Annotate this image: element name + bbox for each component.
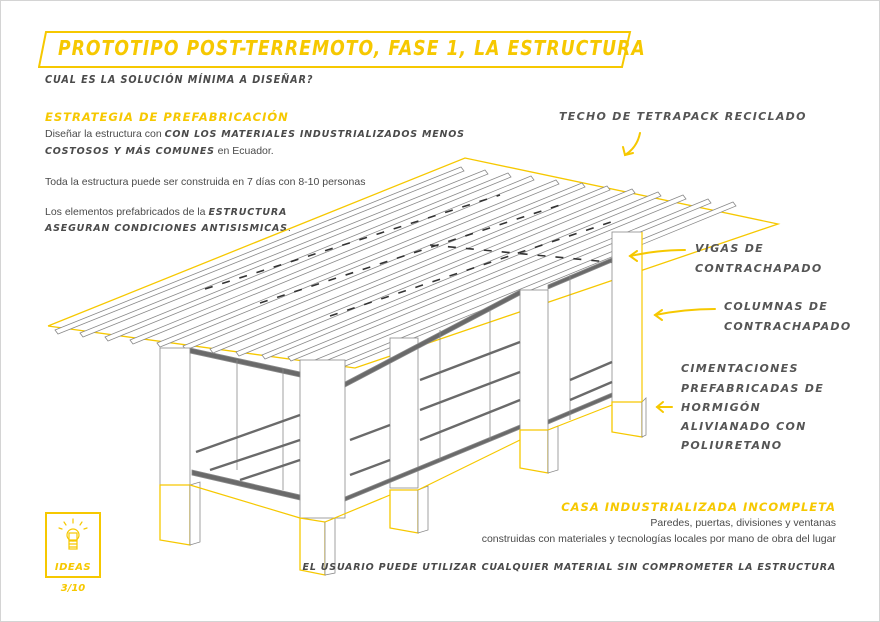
incomplete-house-line-1: Paredes, puertas, divisiones y ventanas — [650, 517, 836, 529]
incomplete-house-heading: CASA INDUSTRIALIZADA INCOMPLETA — [561, 500, 836, 514]
arrow-columns — [655, 309, 715, 315]
label-foundations-line-2: PREFABRICADAS DE — [681, 382, 825, 395]
label-columns-line-1: COLUMNAS DE — [724, 300, 829, 313]
ideas-count: 3/10 — [60, 583, 86, 594]
label-foundations-line-5: POLIURETANO — [681, 439, 783, 452]
strategy-line-4-emphasis: ESTRUCTURA — [208, 207, 288, 218]
label-foundations-line-1: CIMENTACIONES — [681, 362, 799, 375]
incomplete-house-closing: EL USUARIO PUEDE UTILIZAR CUALQUIER MATERIAL SIN COMPROMETER LA ESTRUCTURA — [302, 562, 836, 573]
strategy-line-5-suffix: . — [287, 222, 291, 234]
label-foundations-line-4: ALIVIANADO CON — [681, 420, 807, 433]
strategy-line-4-prefix: Los elementos prefabricados de la — [45, 206, 209, 218]
strategy-line-2-suffix: en Ecuador. — [214, 145, 274, 157]
label-roof: TECHO DE TETRAPACK RECICLADO — [559, 110, 807, 123]
strategy-heading: ESTRATEGIA DE PREFABRICACIÓN — [45, 110, 289, 124]
strategy-line-1-prefix: Diseñar la estructura con — [45, 128, 165, 140]
strategy-line-1-emphasis: CON LOS MATERIALES INDUSTRIALIZADOS MENOS — [164, 129, 465, 140]
arrow-roof — [625, 133, 640, 155]
strategy-line-2-emphasis: COSTOSOS Y MÁS COMUNES — [45, 146, 215, 157]
page-title: PROTOTIPO POST-TERREMOTO, FASE 1, LA ESTRUCTURA — [58, 36, 646, 60]
label-foundations-line-3: HORMIGÓN — [681, 401, 762, 414]
strategy-line-5-emphasis: ASEGURAN CONDICIONES ANTISISMICAS — [45, 223, 288, 234]
ideas-label: IDEAS — [54, 562, 92, 573]
incomplete-house-line-2: construidas con materiales y tecnologías locales por mano de obra del lugar — [481, 533, 836, 545]
lightbulb-icon — [47, 516, 99, 558]
label-beams-line-2: CONTRACHAPADO — [695, 262, 823, 275]
strategy-line-3: Toda la estructura puede ser construida en 7 días con 8-10 personas — [45, 176, 366, 188]
label-beams-line-1: VIGAS DE — [695, 242, 764, 255]
label-columns-line-2: CONTRACHAPADO — [724, 320, 852, 333]
page-subtitle: CUAL ES LA SOLUCIÓN MÍNIMA A DISEÑAR? — [45, 74, 314, 86]
ideas-badge — [45, 512, 101, 578]
